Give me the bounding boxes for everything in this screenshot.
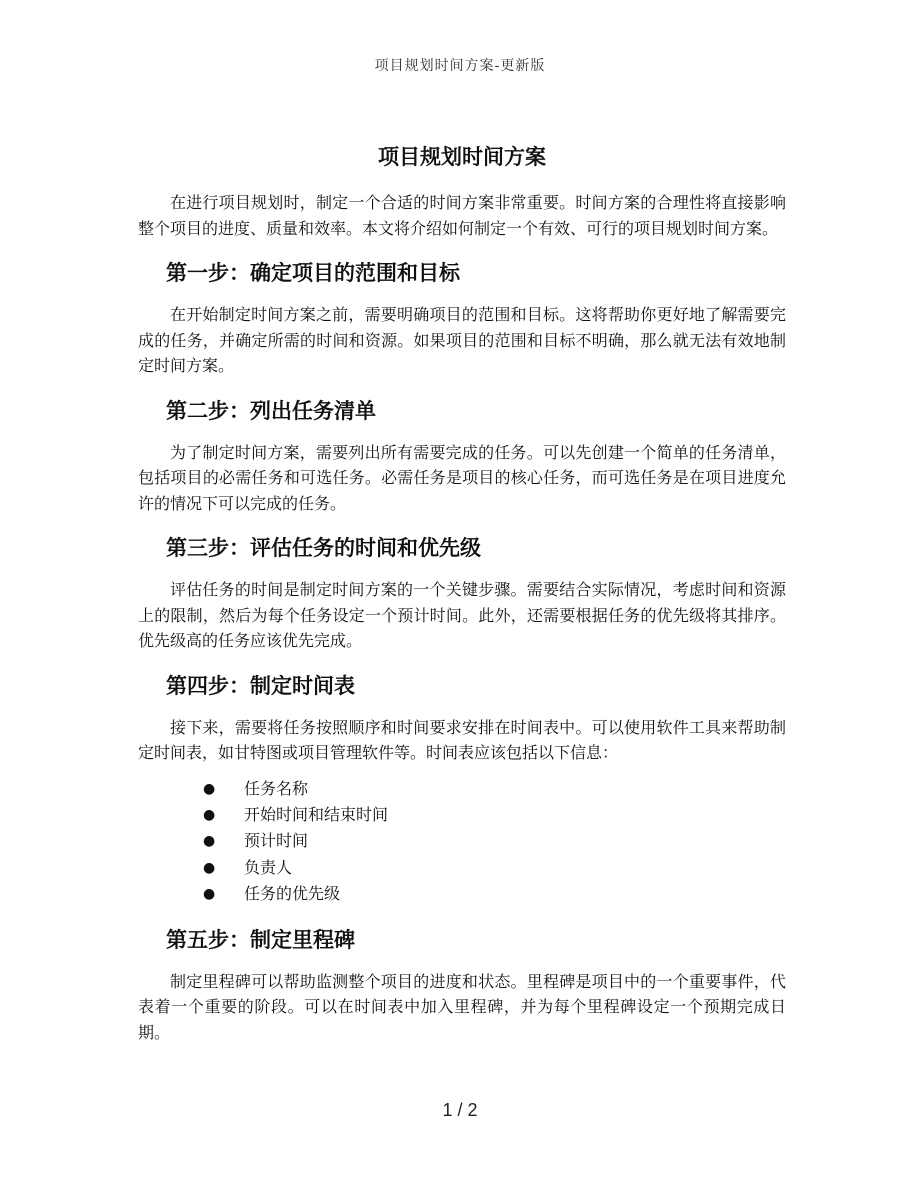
page-number: 1 / 2 [442, 1100, 478, 1120]
section-heading-step-1: 第一步：确定项目的范围和目标 [166, 260, 460, 285]
running-header: 项目规划时间方案-更新版 [374, 58, 546, 74]
section-heading-step-2: 第二步：列出任务清单 [166, 397, 376, 423]
section-heading-step-3: 第三步：评估任务的时间和优先级 [166, 535, 481, 560]
list-item [138, 776, 786, 802]
list-item-text: 任务名称 [244, 778, 309, 798]
list-item [138, 881, 786, 907]
list-item-text: 开始时间和结束时间 [244, 804, 389, 824]
section-heading-step-5: 第五步：制定里程碑 [166, 926, 355, 952]
list-item-text: 任务的优先级 [244, 884, 341, 904]
list-item [138, 828, 786, 854]
section-paragraph-step-3: 评估任务的时间是制定时间方案的一个关键步骤。需要结合实际情况，考虑时间和资源上的限制，然后为每个任务设定一个预计时间。此外，还需要根据任务的优先级将其排序。优先级高的任务应该优先完成。 [138, 580, 786, 650]
schedule-info-list [138, 776, 786, 908]
list-item-text: 预计时间 [244, 831, 309, 851]
list-item [138, 855, 786, 881]
section-paragraph-step-1: 在开始制定时间方案之前，需要明确项目的范围和目标。这将帮助你更好地了解需要完成的任务，并确定所需的时间和资源。如果项目的范围和目标不明确，那么就无法有效地制定时间方案。 [138, 305, 786, 375]
bullet-icon: ● [203, 886, 216, 903]
section-paragraph-step-5: 制定里程碑可以帮助监测整个项目的进度和状态。里程碑是项目中的一个重要事件，代表着一个重要的阶段。可以在时间表中加入里程碑，并为每个里程碑设定一个预期完成日期。 [138, 971, 786, 1042]
section-paragraph-step-2: 为了制定时间方案，需要列出所有需要完成的任务。可以先创建一个简单的任务清单，包括项目的必需任务和可选任务。必需任务是项目的核心任务，而可选任务是在项目进度允许的情况下可以完成的任务。 [138, 442, 786, 513]
document-body [138, 142, 786, 1045]
document-title: 项目规划时间方案 [378, 144, 546, 169]
bullet-icon: ● [203, 780, 216, 797]
bullet-icon: ● [203, 859, 216, 876]
list-item [138, 802, 786, 828]
section-heading-step-4: 第四步：制定时间表 [166, 672, 355, 698]
bullet-icon: ● [203, 806, 216, 823]
section-paragraph-step-4: 接下来，需要将任务按照顺序和时间要求安排在时间表中。可以使用软件工具来帮助制定时间表，如甘特图或项目管理软件等。时间表应该包括以下信息： [138, 717, 786, 762]
list-item-text: 负责人 [244, 857, 293, 877]
bullet-icon: ● [203, 833, 216, 850]
intro-paragraph: 在进行项目规划时，制定一个合适的时间方案非常重要。时间方案的合理性将直接影响整个项目的进度、质量和效率。本文将介绍如何制定一个有效、可行的项目规划时间方案。 [138, 193, 786, 238]
